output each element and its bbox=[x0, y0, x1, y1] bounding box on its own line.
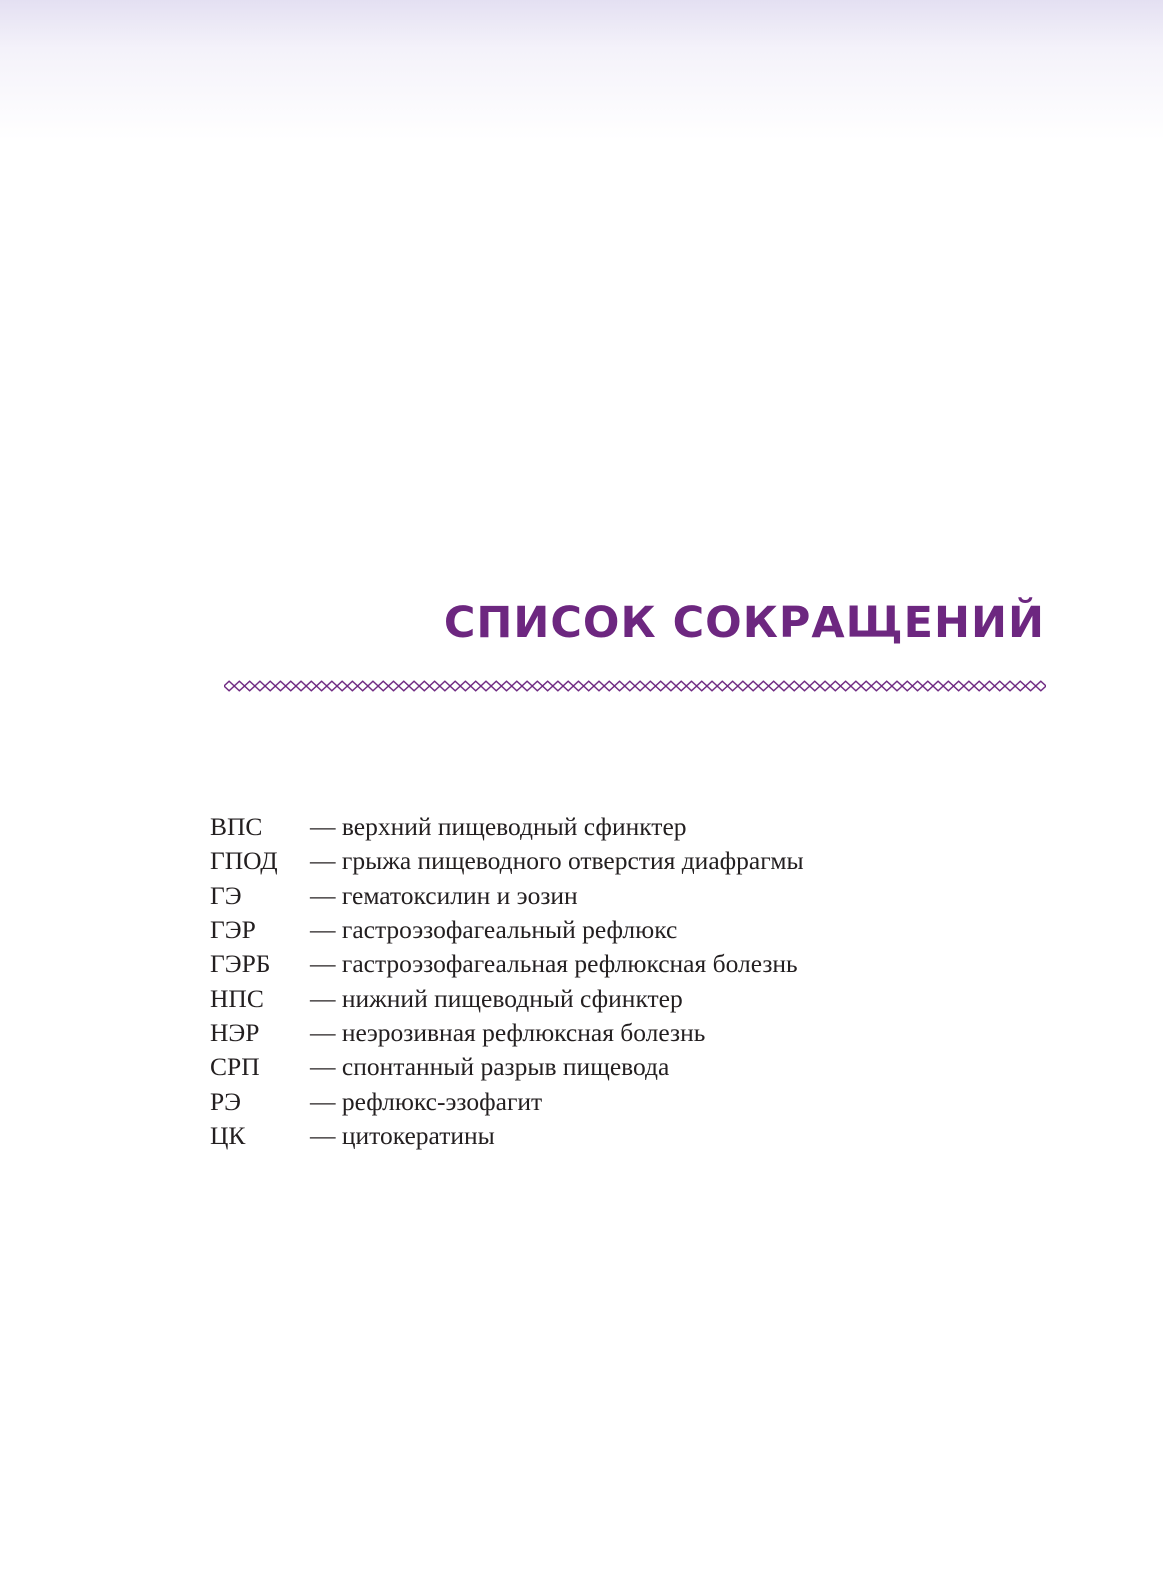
abbreviation-row bbox=[210, 1016, 804, 1050]
abbreviation-term: ГЭ bbox=[210, 880, 242, 910]
abbreviation-definition: — грыжа пищеводного отверстия диафрагмы bbox=[310, 846, 804, 876]
top-gradient-band bbox=[0, 0, 1163, 140]
abbreviation-row bbox=[210, 981, 804, 1015]
abbreviation-term: НЭР bbox=[210, 1017, 260, 1047]
abbreviation-term: СРП bbox=[210, 1052, 260, 1082]
abbreviation-row bbox=[210, 1084, 804, 1118]
diamond-chain-divider-icon bbox=[224, 679, 1046, 693]
abbreviation-definition: — неэрозивная рефлюксная болезнь bbox=[310, 1017, 706, 1047]
abbreviation-list bbox=[210, 810, 804, 1153]
abbreviation-row bbox=[210, 844, 804, 878]
abbreviation-definition: — цитокератины bbox=[310, 1120, 495, 1150]
abbreviation-definition: — нижний пищеводный сфинктер bbox=[310, 983, 683, 1013]
abbreviation-row bbox=[210, 1119, 804, 1153]
page-title: СПИСОК СОКРАЩЕНИЙ bbox=[443, 598, 1045, 648]
abbreviation-term: НПС bbox=[210, 983, 264, 1013]
abbreviation-term: РЭ bbox=[210, 1086, 242, 1116]
abbreviation-definition: — гастроэзофагеальная рефлюксная болезнь bbox=[310, 949, 798, 979]
abbreviation-definition: — спонтанный разрыв пищевода bbox=[310, 1052, 670, 1082]
abbreviation-row bbox=[210, 1050, 804, 1084]
abbreviation-row bbox=[210, 913, 804, 947]
abbreviation-term: ГЭР bbox=[210, 915, 256, 945]
abbreviation-definition: — рефлюкс-эзофагит bbox=[310, 1086, 543, 1116]
abbreviation-row bbox=[210, 879, 804, 913]
abbreviation-term: ГЭРБ bbox=[210, 949, 271, 979]
abbreviation-definition: — гематоксилин и эозин bbox=[310, 880, 578, 910]
abbreviation-definition: — верхний пищеводный сфинктер bbox=[310, 812, 687, 842]
abbreviation-term: ВПС bbox=[210, 812, 263, 842]
abbreviation-definition: — гастроэзофагеальный рефлюкс bbox=[310, 915, 678, 945]
abbreviation-row bbox=[210, 947, 804, 981]
abbreviation-term: ЦК bbox=[210, 1120, 246, 1150]
abbreviation-term: ГПОД bbox=[210, 846, 278, 876]
abbreviation-row bbox=[210, 810, 804, 844]
